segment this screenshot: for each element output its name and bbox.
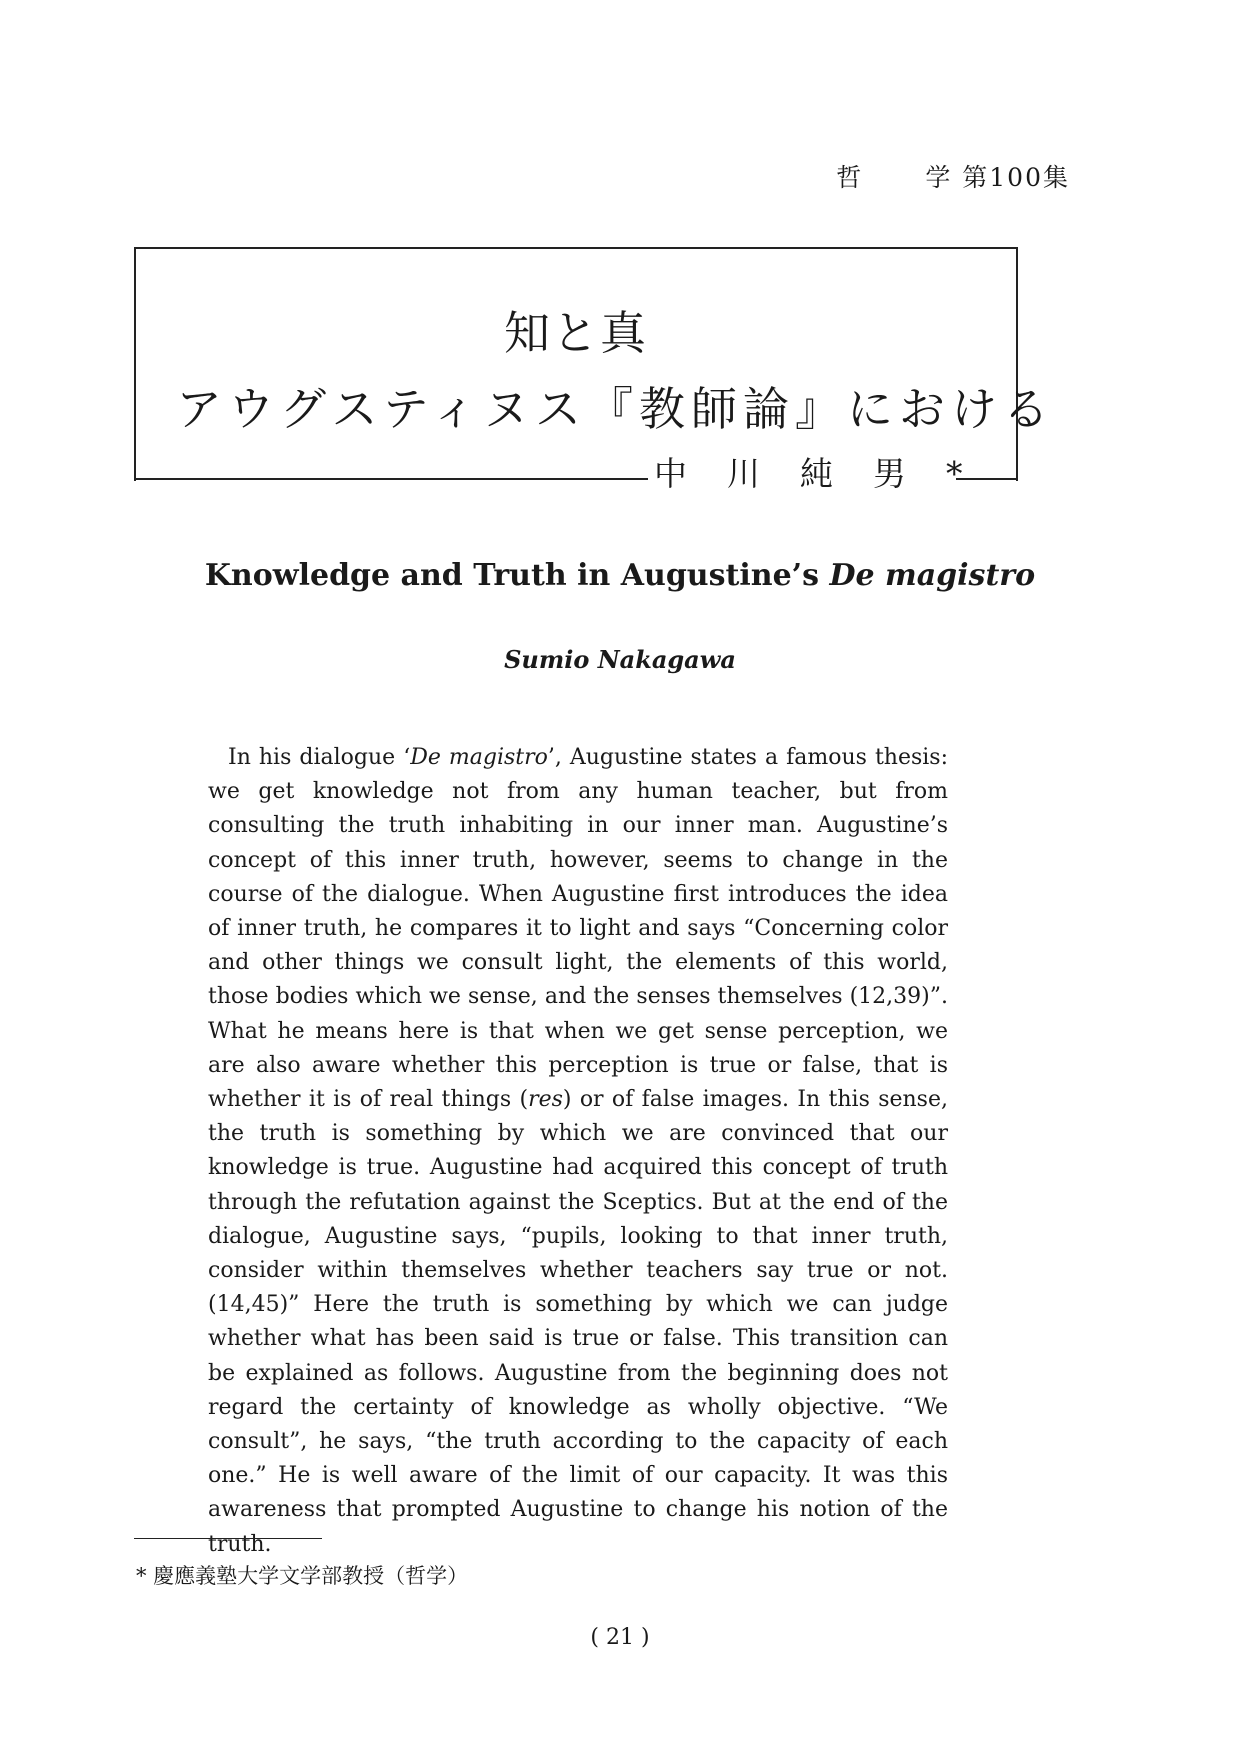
page-number: ( 21 ) xyxy=(590,1625,650,1650)
english-title-prefix: Knowledge and Truth in Augustine’s xyxy=(204,558,830,593)
author-line xyxy=(134,448,1018,493)
english-author: Sumio Nakagawa xyxy=(504,645,736,674)
abstract-res-term: res xyxy=(528,1087,563,1113)
english-title-work: De magistro xyxy=(829,558,1036,593)
journal-header xyxy=(836,158,1070,194)
journal-name-part1: 哲 xyxy=(836,163,864,192)
japanese-subtitle: アウグスティヌス『教師論』における xyxy=(176,382,1055,436)
journal-name-part2: 学 xyxy=(925,163,953,192)
abstract-text-3: ) or of false images. In this sense, the truth is something by which we are convinced that our knowledge is true. Augustine had acquired this concept of truth through the refutation against the Sceptics. But at the end of the dialogue, Augustine says, “pupils, looking to that inner truth, consider within themselves whether teachers say true or not. (14,45)” Here the truth is something by which we can judge whether what has been said is true or false. This transition can be explained as follows. Augustine from the beginning does not regard the certainty of knowledge as wholly objective. “We consult”, he says, “the truth according to the capacity of each one.” He is well aware of the limit of our capacity. It was this awareness that prompted Augustine to change his notion of the truth. xyxy=(208,1087,948,1557)
author-rule-right xyxy=(956,478,1018,480)
author-rule-left xyxy=(134,478,648,480)
footnote-rule xyxy=(134,1538,322,1539)
english-title xyxy=(0,558,1240,593)
abstract-paragraph xyxy=(208,741,948,1562)
abstract-text-1: In his dialogue ‘ xyxy=(228,745,411,770)
abstract-text-2: ’, Augustine states a famous thesis: we get knowledge not from any human teacher, but from consulting the truth inhabiting in our inner man. Augustine’s concept of this inner truth, however, seems to change in the course of the dialogue. When Augustine first introduces the idea of inner truth, he compares it to light and says “Concerning color and other things we consult light, the elements of this world, those bodies which we sense, and the senses themselves (12,39)”. What he means here is that when we get sense perception, we are also aware whether this perception is true or false, that is whether it is of real things ( xyxy=(208,745,949,1113)
japanese-author: 中川純男* xyxy=(654,454,1003,493)
title-box xyxy=(134,247,1055,481)
footnote: * 慶應義塾大学文学部教授（哲学） xyxy=(136,1564,469,1588)
japanese-title: 知と真 xyxy=(504,306,648,360)
abstract-work-title: De magistro xyxy=(410,745,548,770)
abstract xyxy=(208,741,948,1562)
journal-volume: 第100集 xyxy=(962,163,1070,192)
